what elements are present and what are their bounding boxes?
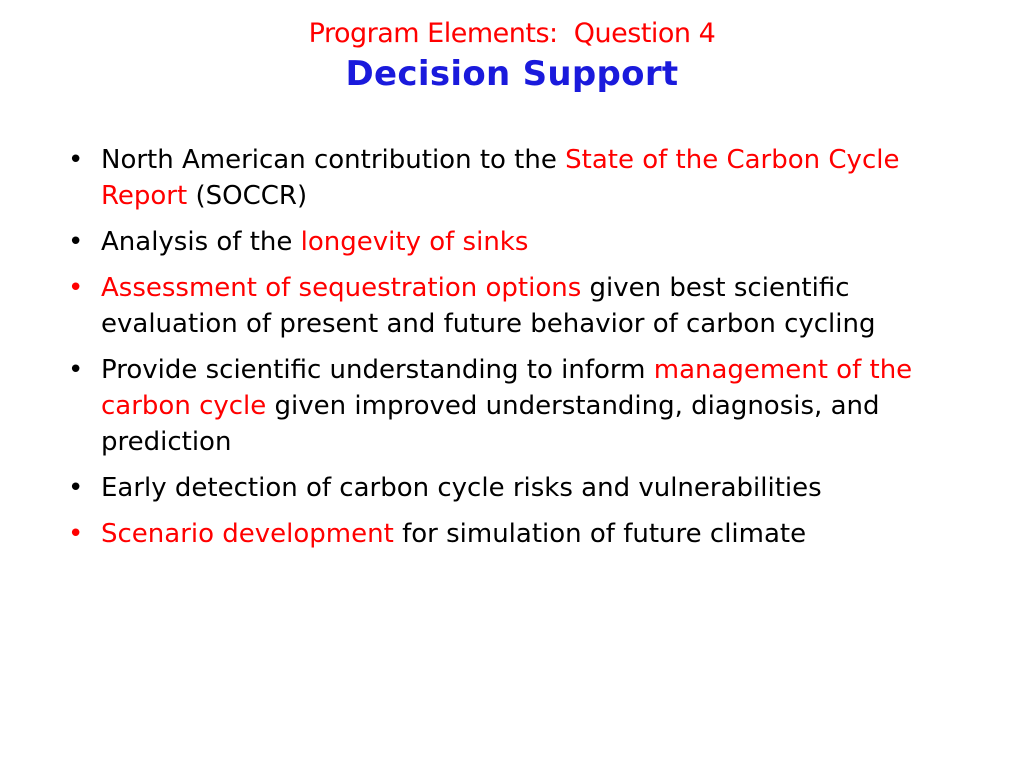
bullet-marker: • <box>68 355 84 385</box>
bullet-item <box>68 470 988 506</box>
title-decision-support: Decision Support <box>345 54 679 94</box>
bullet-text-segment: management of the carbon cycle <box>101 355 913 421</box>
bullet-marker: • <box>68 227 84 257</box>
bullet-text-segment: given improved understanding, diagnosis, and prediction <box>101 391 880 457</box>
bullet-item <box>68 224 988 260</box>
slide-title <box>0 16 1024 96</box>
bullet-marker: • <box>68 273 84 303</box>
bullet-marker: • <box>68 519 84 549</box>
bullet-marker: • <box>68 145 84 175</box>
bullet-text-segment: Assessment of sequestration options <box>101 273 582 303</box>
bullet-item <box>68 516 988 552</box>
bullet-text-segment: longevity of sinks <box>300 227 529 257</box>
bullet-text-segment: Early detection of carbon cycle risks and vulnerabilities <box>101 473 822 503</box>
bullet-marker: • <box>68 473 84 503</box>
bullet-list <box>68 142 988 552</box>
bullet-item <box>68 270 988 342</box>
title-program-elements: Program Elements: Question 4 <box>308 18 716 49</box>
bullet-item <box>68 352 988 460</box>
bullet-text-segment: Analysis of the <box>101 227 301 257</box>
bullet-text-segment: Provide scientific understanding to inform <box>101 355 654 385</box>
bullet-text-segment: Scenario development <box>101 519 394 549</box>
bullet-text-segment: State of the Carbon Cycle Report <box>101 145 900 211</box>
bullet-text-segment: (SOCCR) <box>187 181 308 211</box>
bullet-text-segment: given best scientific evaluation of present and future behavior of carbon cycling <box>101 273 876 339</box>
bullet-text-segment: for simulation of future climate <box>393 519 807 549</box>
bullet-item <box>68 142 988 214</box>
bullet-text-segment: North American contribution to the <box>101 145 566 175</box>
